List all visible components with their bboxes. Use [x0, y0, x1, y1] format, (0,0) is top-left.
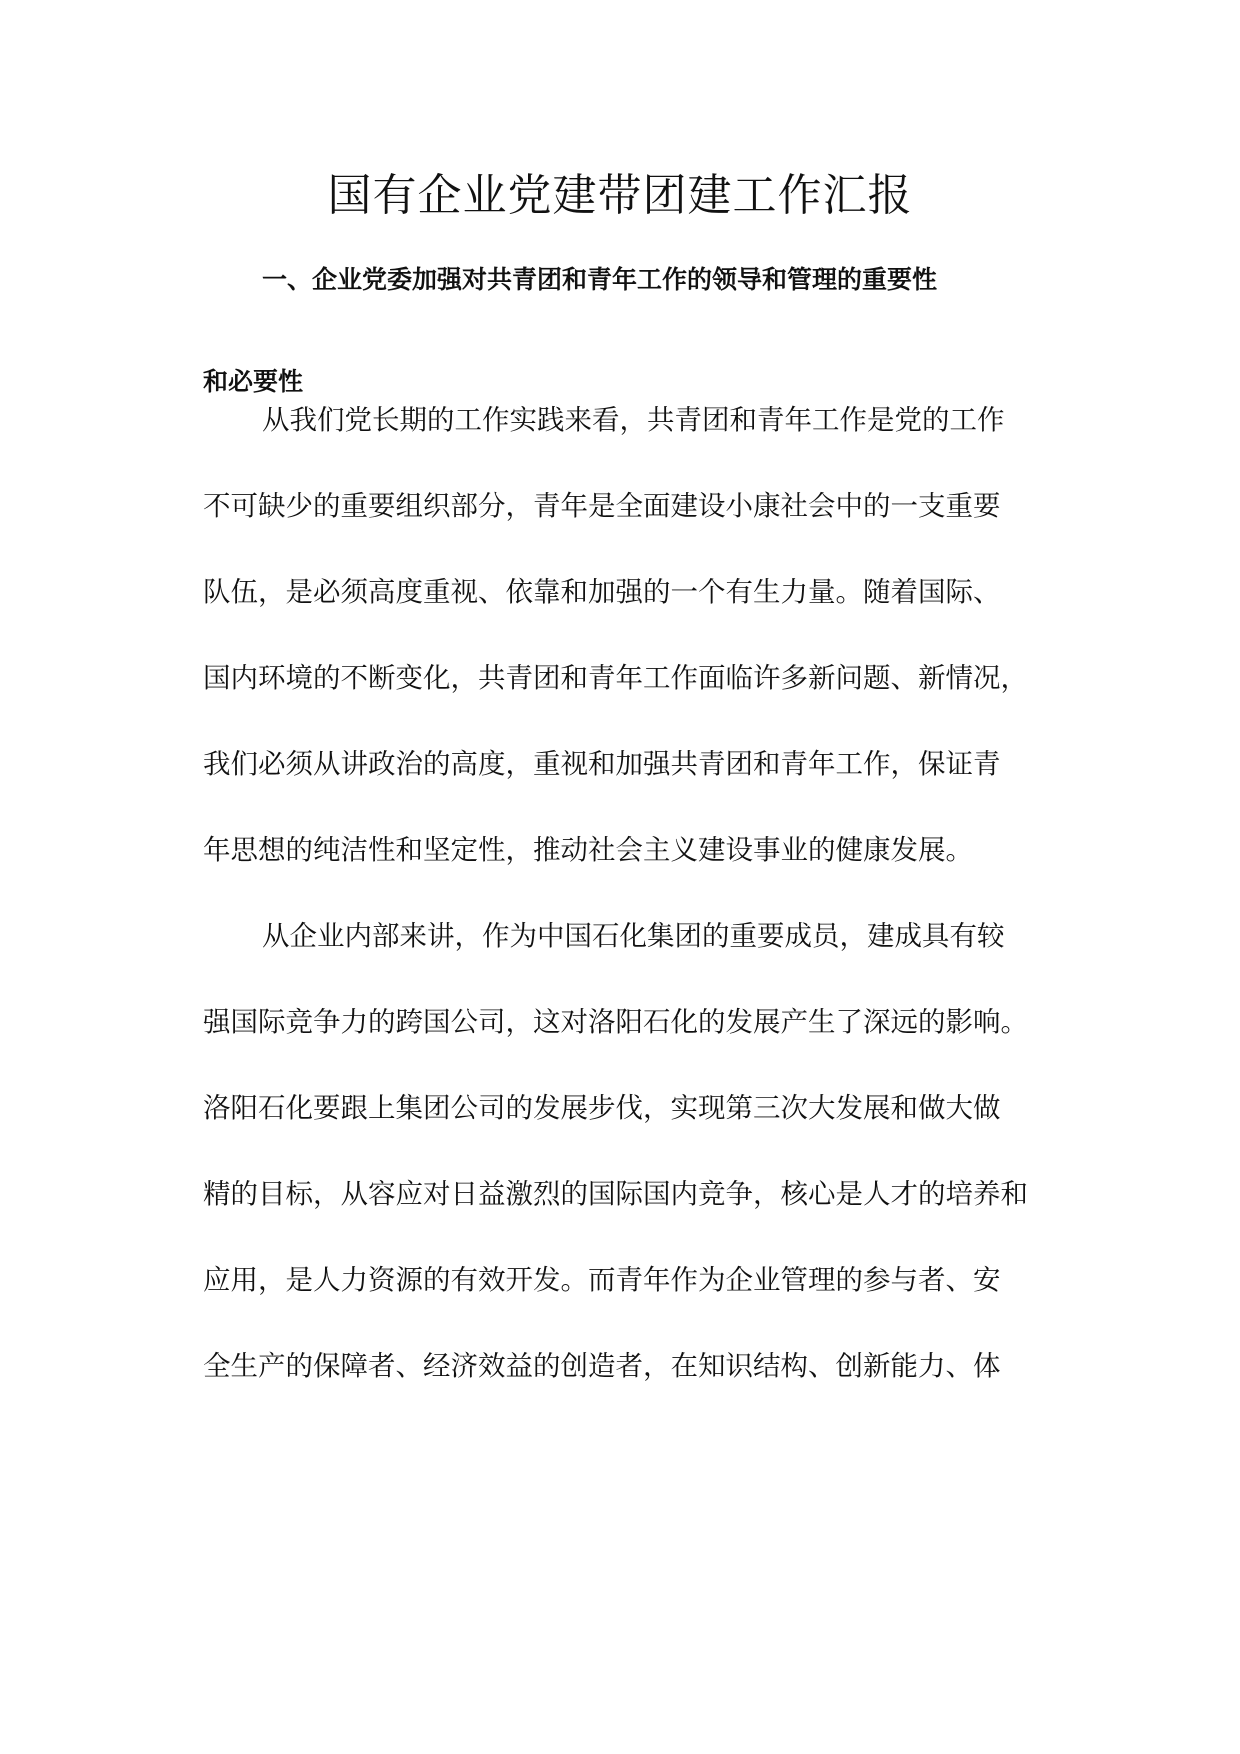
paragraph1-line: 从我们党长期的工作实践来看，共青团和青年工作是党的工作 [262, 404, 1005, 436]
paragraph1-line: 年思想的纯洁性和坚定性，推动社会主义建设事业的健康发展。 [203, 834, 973, 866]
paragraph1-line: 国内环境的不断变化，共青团和青年工作面临许多新问题、新情况， [203, 662, 1028, 694]
section-heading-line-2: 和必要性 [203, 367, 304, 396]
paragraph2-line: 强国际竞争力的跨国公司，这对洛阳石化的发展产生了深远的影响。 [203, 1006, 1028, 1038]
paragraph2-line: 洛阳石化要跟上集团公司的发展步伐，实现第三次大发展和做大做 [203, 1092, 1001, 1124]
paragraph2-line: 应用，是人力资源的有效开发。而青年作为企业管理的参与者、安 [203, 1264, 1001, 1296]
paragraph1-line: 不可缺少的重要组织部分，青年是全面建设小康社会中的一支重要 [203, 490, 1001, 522]
document-title: 国有企业党建带团建工作汇报 [327, 170, 913, 221]
paragraph1-line: 我们必须从讲政治的高度，重视和加强共青团和青年工作，保证青 [203, 748, 1001, 780]
section-heading-line-1: 一、企业党委加强对共青团和青年工作的领导和管理的重要性 [262, 265, 938, 294]
paragraph2-line: 精的目标，从容应对日益激烈的国际国内竞争，核心是人才的培养和 [203, 1178, 1028, 1210]
paragraph2-line: 从企业内部来讲，作为中国石化集团的重要成员，建成具有较 [262, 920, 1005, 952]
paragraph2-line: 全生产的保障者、经济效益的创造者，在知识结构、创新能力、体 [203, 1350, 1001, 1382]
paragraph1-line: 队伍，是必须高度重视、依靠和加强的一个有生力量。随着国际、 [203, 576, 1001, 608]
